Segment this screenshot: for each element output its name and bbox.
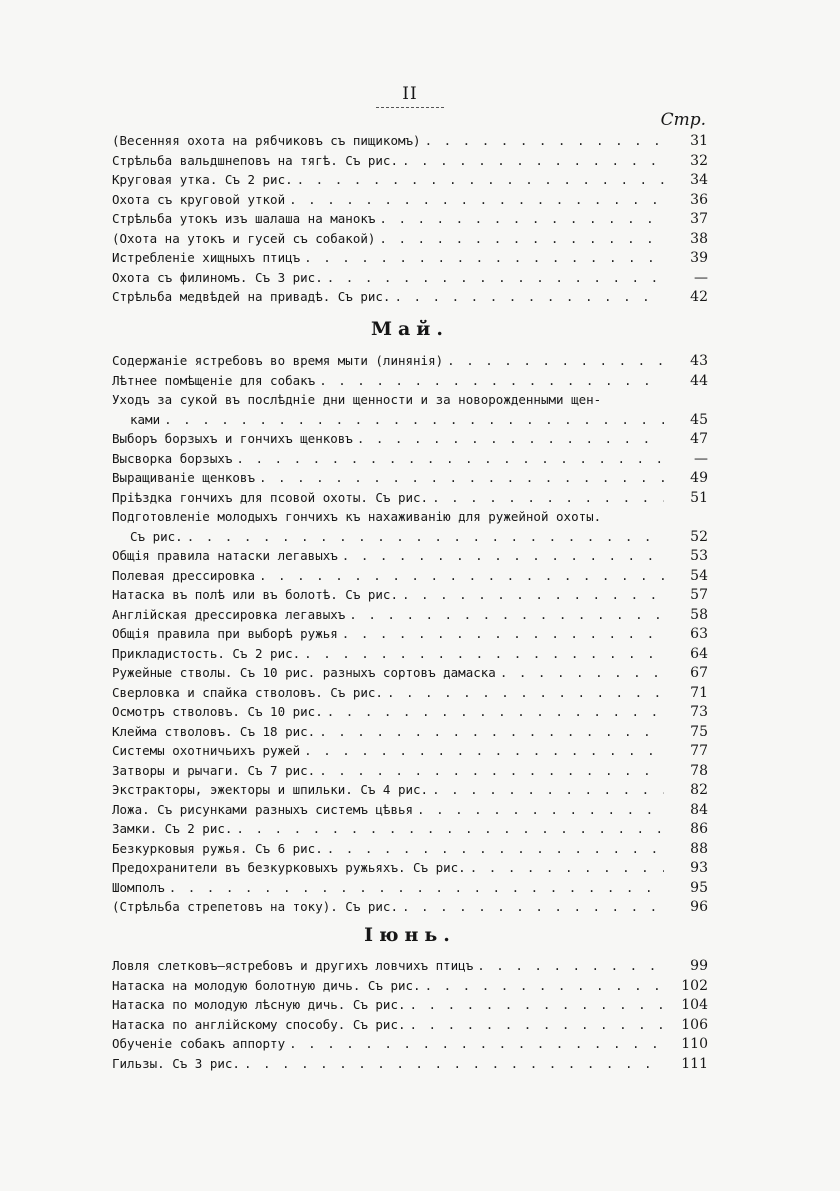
dot-leader <box>297 170 664 190</box>
toc-entry <box>112 131 708 151</box>
toc-entry-title: Системы охотничьихъ ружей <box>112 743 301 758</box>
dot-leader <box>327 702 664 722</box>
toc-entry-page: 88 <box>690 840 708 857</box>
toc-entry-title: Замки. Съ 2 рис. <box>112 821 233 836</box>
toc-entry-page: 64 <box>690 645 708 662</box>
toc-entry-page: 31 <box>690 133 708 149</box>
toc-entry-page: 53 <box>690 548 708 564</box>
toc-entry-title: Охота съ филиномъ. Съ 3 рис. <box>112 269 323 285</box>
toc-entry <box>112 546 708 566</box>
toc-entry <box>112 527 708 547</box>
dot-leader <box>379 229 664 249</box>
toc-entry <box>112 585 708 605</box>
dot-leader <box>319 371 664 391</box>
toc-entry-title: Уходъ за сукой въ послѣдніе дни щенности и за новорожденными щен- <box>112 392 602 407</box>
toc-entry <box>112 741 708 761</box>
toc-entry-page: 43 <box>690 353 708 369</box>
dot-leader <box>402 151 664 171</box>
dot-leader <box>447 351 664 371</box>
toc-entry-page: 38 <box>690 230 708 247</box>
toc-entry-title: Стрѣльба медвѣдей на привадѣ. Съ рис. <box>112 289 391 304</box>
toc-entry-title: Стрѣльба утокъ изъ шалаша на манокъ <box>112 211 376 226</box>
toc-entry-title: Осмотръ стволовъ. Съ 10 рис. <box>112 704 323 719</box>
toc-entry-page: 42 <box>690 289 708 305</box>
toc-entry <box>112 287 708 307</box>
toc-entry <box>112 351 708 371</box>
toc-entry-page: 93 <box>690 860 708 876</box>
toc-entry <box>112 410 708 430</box>
toc-entry <box>112 819 708 839</box>
dot-leader <box>394 287 664 307</box>
toc-entry-page: 54 <box>690 567 708 584</box>
toc-entry <box>112 566 708 586</box>
toc-entry <box>112 229 708 249</box>
toc-entry-page: 51 <box>690 489 708 506</box>
toc-entry-title: Ложа. Съ рисунками разныхъ системъ цѣвья <box>112 801 414 817</box>
dot-leader <box>304 248 664 268</box>
toc-entry <box>112 683 708 703</box>
toc-entry-title: Натаска на молодую болотную дичь. Съ рис. <box>112 977 421 993</box>
toc-entry <box>112 468 708 488</box>
toc-entry-page: 44 <box>690 372 708 389</box>
toc-entry <box>112 488 708 508</box>
toc-entry-page: 39 <box>690 250 708 266</box>
toc-entry-page: 95 <box>690 879 708 896</box>
dot-leader <box>304 741 664 761</box>
dot-leader <box>402 897 664 917</box>
toc-entry-title: Ружейные стволы. Съ 10 рис. разныхъ сортовъ дамаска <box>112 665 496 680</box>
toc-entry <box>112 209 708 229</box>
toc-entry-page: 45 <box>690 411 708 428</box>
dot-leader <box>470 858 664 878</box>
dot-leader <box>410 995 665 1015</box>
toc-entry <box>112 644 708 664</box>
dot-leader <box>417 800 664 820</box>
toc-entry-page: 73 <box>690 704 708 720</box>
toc-entry <box>112 390 708 410</box>
dot-leader <box>169 878 664 898</box>
toc-entry <box>112 995 708 1015</box>
toc-entry <box>112 151 708 171</box>
toc-entry-title: (Стрѣльба стрепетовъ на току). Съ рис. <box>112 899 398 914</box>
dot-leader <box>259 468 664 488</box>
toc-entry <box>112 190 708 210</box>
toc-entry-page: 82 <box>690 782 708 798</box>
toc-entry-title: ками <box>130 411 161 427</box>
toc-entry-title: Охота съ круговой уткой <box>112 191 286 207</box>
toc-entry-page: — <box>694 450 708 467</box>
toc-entry-title: (Охота на утокъ и гусей съ собакой) <box>112 230 376 246</box>
toc-section-june <box>112 956 708 1073</box>
dot-leader <box>259 566 664 586</box>
toc-entry <box>112 1034 708 1054</box>
toc-entry <box>112 429 708 449</box>
toc-entry <box>112 976 708 996</box>
toc-entry-title: Натаска по англійскому способу. Съ рис. <box>112 1016 406 1032</box>
dot-leader <box>500 663 664 683</box>
toc-entry-title: Высворка борзыхъ <box>112 450 233 466</box>
dot-leader <box>425 976 664 996</box>
toc-entry-page: 75 <box>690 723 708 740</box>
dot-leader <box>357 429 664 449</box>
toc-entry-title: Лѣтнее помѣщеніе для собакъ <box>112 372 316 388</box>
toc-entry <box>112 800 708 820</box>
dot-leader <box>432 488 664 508</box>
toc-entry-title: Шомполъ <box>112 879 165 895</box>
toc-entry-page: 63 <box>690 626 708 642</box>
section-heading-may: Май. <box>370 318 450 340</box>
dot-leader <box>432 780 664 800</box>
toc-entry-page: 110 <box>681 1036 708 1052</box>
dot-leader <box>342 546 664 566</box>
toc-entry <box>112 897 708 917</box>
toc-entry-title: Клейма стволовъ. Съ 18 рис. <box>112 723 316 739</box>
dot-leader <box>402 585 664 605</box>
dot-leader <box>187 527 664 547</box>
toc-entry-page: 77 <box>690 743 708 759</box>
dot-leader <box>164 410 664 430</box>
dot-leader <box>327 839 664 859</box>
toc-entry-page: 78 <box>690 762 708 779</box>
toc-entry <box>112 605 708 625</box>
page-number-roman: II <box>402 84 418 104</box>
toc-entry-title: Безкурковыя ружья. Съ 6 рис. <box>112 840 323 856</box>
section-heading-june: Іюнь. <box>364 924 456 946</box>
toc-entry-page: 84 <box>690 801 708 818</box>
toc-entry-page: 36 <box>690 191 708 208</box>
dot-leader <box>236 819 664 839</box>
toc-entry-title: Ловля слетковъ—ястребовъ и другихъ ловчихъ птицъ <box>112 958 474 973</box>
toc-entry <box>112 268 708 288</box>
toc-entry-page: 37 <box>690 211 708 227</box>
toc-entry-title: Прикладистость. Съ 2 рис. <box>112 645 301 661</box>
dot-leader <box>477 956 664 976</box>
toc-entry-title: Круговая утка. Съ 2 рис. <box>112 172 293 187</box>
toc-entry <box>112 702 708 722</box>
toc-entry <box>112 839 708 859</box>
toc-entry-title: Экстракторы, эжекторы и шпильки. Съ 4 рис. <box>112 782 429 797</box>
dot-leader <box>327 268 664 288</box>
toc-entry-page: 111 <box>681 1055 708 1072</box>
toc-entry-title: Общія правила при выборѣ ружья <box>112 626 338 641</box>
toc-entry-title: Стрѣльба вальдшнеповъ на тягѣ. Съ рис. <box>112 152 398 168</box>
toc-entry-title: Англійская дрессировка легавыхъ <box>112 606 346 622</box>
toc-entry-page: 32 <box>690 152 708 169</box>
toc-entry-title: Истребленіе хищныхъ птицъ <box>112 250 301 265</box>
toc-entry-page: 52 <box>690 528 708 545</box>
toc-entry-title: Подготовленіе молодыхъ гончихъ къ нахаживанію для ружейной охоты. <box>112 509 602 524</box>
toc-entry-title: Затворы и рычаги. Съ 7 рис. <box>112 762 316 778</box>
dot-leader <box>304 644 664 664</box>
toc-entry <box>112 170 708 190</box>
dot-leader <box>289 190 664 210</box>
toc-entry <box>112 956 708 976</box>
dot-leader <box>349 605 664 625</box>
dot-leader <box>319 722 664 742</box>
toc-entry-title: Общія правила натаски легавыхъ <box>112 548 338 563</box>
toc-entry-page: 106 <box>681 1016 708 1033</box>
toc-entry-page: 99 <box>690 958 708 974</box>
toc-entry <box>112 449 708 469</box>
dot-leader <box>425 131 664 151</box>
toc-entry-page: 71 <box>690 684 708 701</box>
toc-entry-title: Обученіе собакъ аппорту <box>112 1036 286 1051</box>
toc-entry-title: Пріѣздка гончихъ для псовой охоты. Съ рис. <box>112 489 429 505</box>
dot-leader <box>379 209 664 229</box>
dot-leader <box>244 1054 664 1074</box>
toc-entry-page: — <box>694 269 708 286</box>
toc-section-april <box>112 131 708 307</box>
toc-entry <box>112 663 708 683</box>
toc-entry <box>112 248 708 268</box>
dot-leader <box>319 761 664 781</box>
toc-entry <box>112 878 708 898</box>
toc-entry <box>112 1054 708 1074</box>
header-rule <box>376 107 444 108</box>
dot-leader <box>387 683 664 703</box>
toc-entry-title: Съ рис. <box>130 528 183 544</box>
toc-entry <box>112 780 708 800</box>
toc-entry-page: 58 <box>690 606 708 623</box>
toc-section-may <box>112 351 708 917</box>
toc-entry-page: 86 <box>690 821 708 837</box>
toc-entry <box>112 371 708 391</box>
toc-entry-title: Гильзы. Съ 3 рис. <box>112 1055 240 1071</box>
toc-entry-page: 67 <box>690 665 708 681</box>
toc-entry-title: Содержаніе ястребовъ во время мыти (линянія) <box>112 353 444 368</box>
dot-leader <box>342 624 664 644</box>
toc-entry-page: 96 <box>690 899 708 915</box>
toc-entry-page: 47 <box>690 431 708 447</box>
toc-entry-page: 34 <box>690 172 708 188</box>
toc-entry <box>112 761 708 781</box>
toc-entry <box>112 624 708 644</box>
toc-entry-page: 57 <box>690 587 708 603</box>
toc-entry-title: Натаска въ полѣ или въ болотѣ. Съ рис. <box>112 587 398 602</box>
dot-leader <box>236 449 664 469</box>
toc-entry-title: (Весенняя охота на рябчиковъ съ пищикомъ) <box>112 133 421 148</box>
toc-entry <box>112 722 708 742</box>
toc-entry-title: Предохранители въ безкурковыхъ ружьяхъ. Съ рис. <box>112 860 466 875</box>
toc-entry-page: 49 <box>690 470 708 486</box>
toc-entry-title: Выращиваніе щенковъ <box>112 470 255 485</box>
toc-entry <box>112 858 708 878</box>
toc-entry-page: 102 <box>681 977 708 994</box>
toc-entry-title: Выборъ борзыхъ и гончихъ щенковъ <box>112 431 353 446</box>
dot-leader <box>289 1034 664 1054</box>
toc-entry-page: 104 <box>681 997 708 1013</box>
toc-entry <box>112 1015 708 1035</box>
toc-entry-title: Полевая дрессировка <box>112 567 255 583</box>
toc-entry-title: Натаска по молодую лѣсную дичь. Съ рис. <box>112 997 406 1012</box>
toc-entry-title: Сверловка и спайка стволовъ. Съ рис. <box>112 684 383 700</box>
page-column-label: Стр. <box>660 110 706 130</box>
toc-entry <box>112 507 708 527</box>
dot-leader <box>410 1015 665 1035</box>
